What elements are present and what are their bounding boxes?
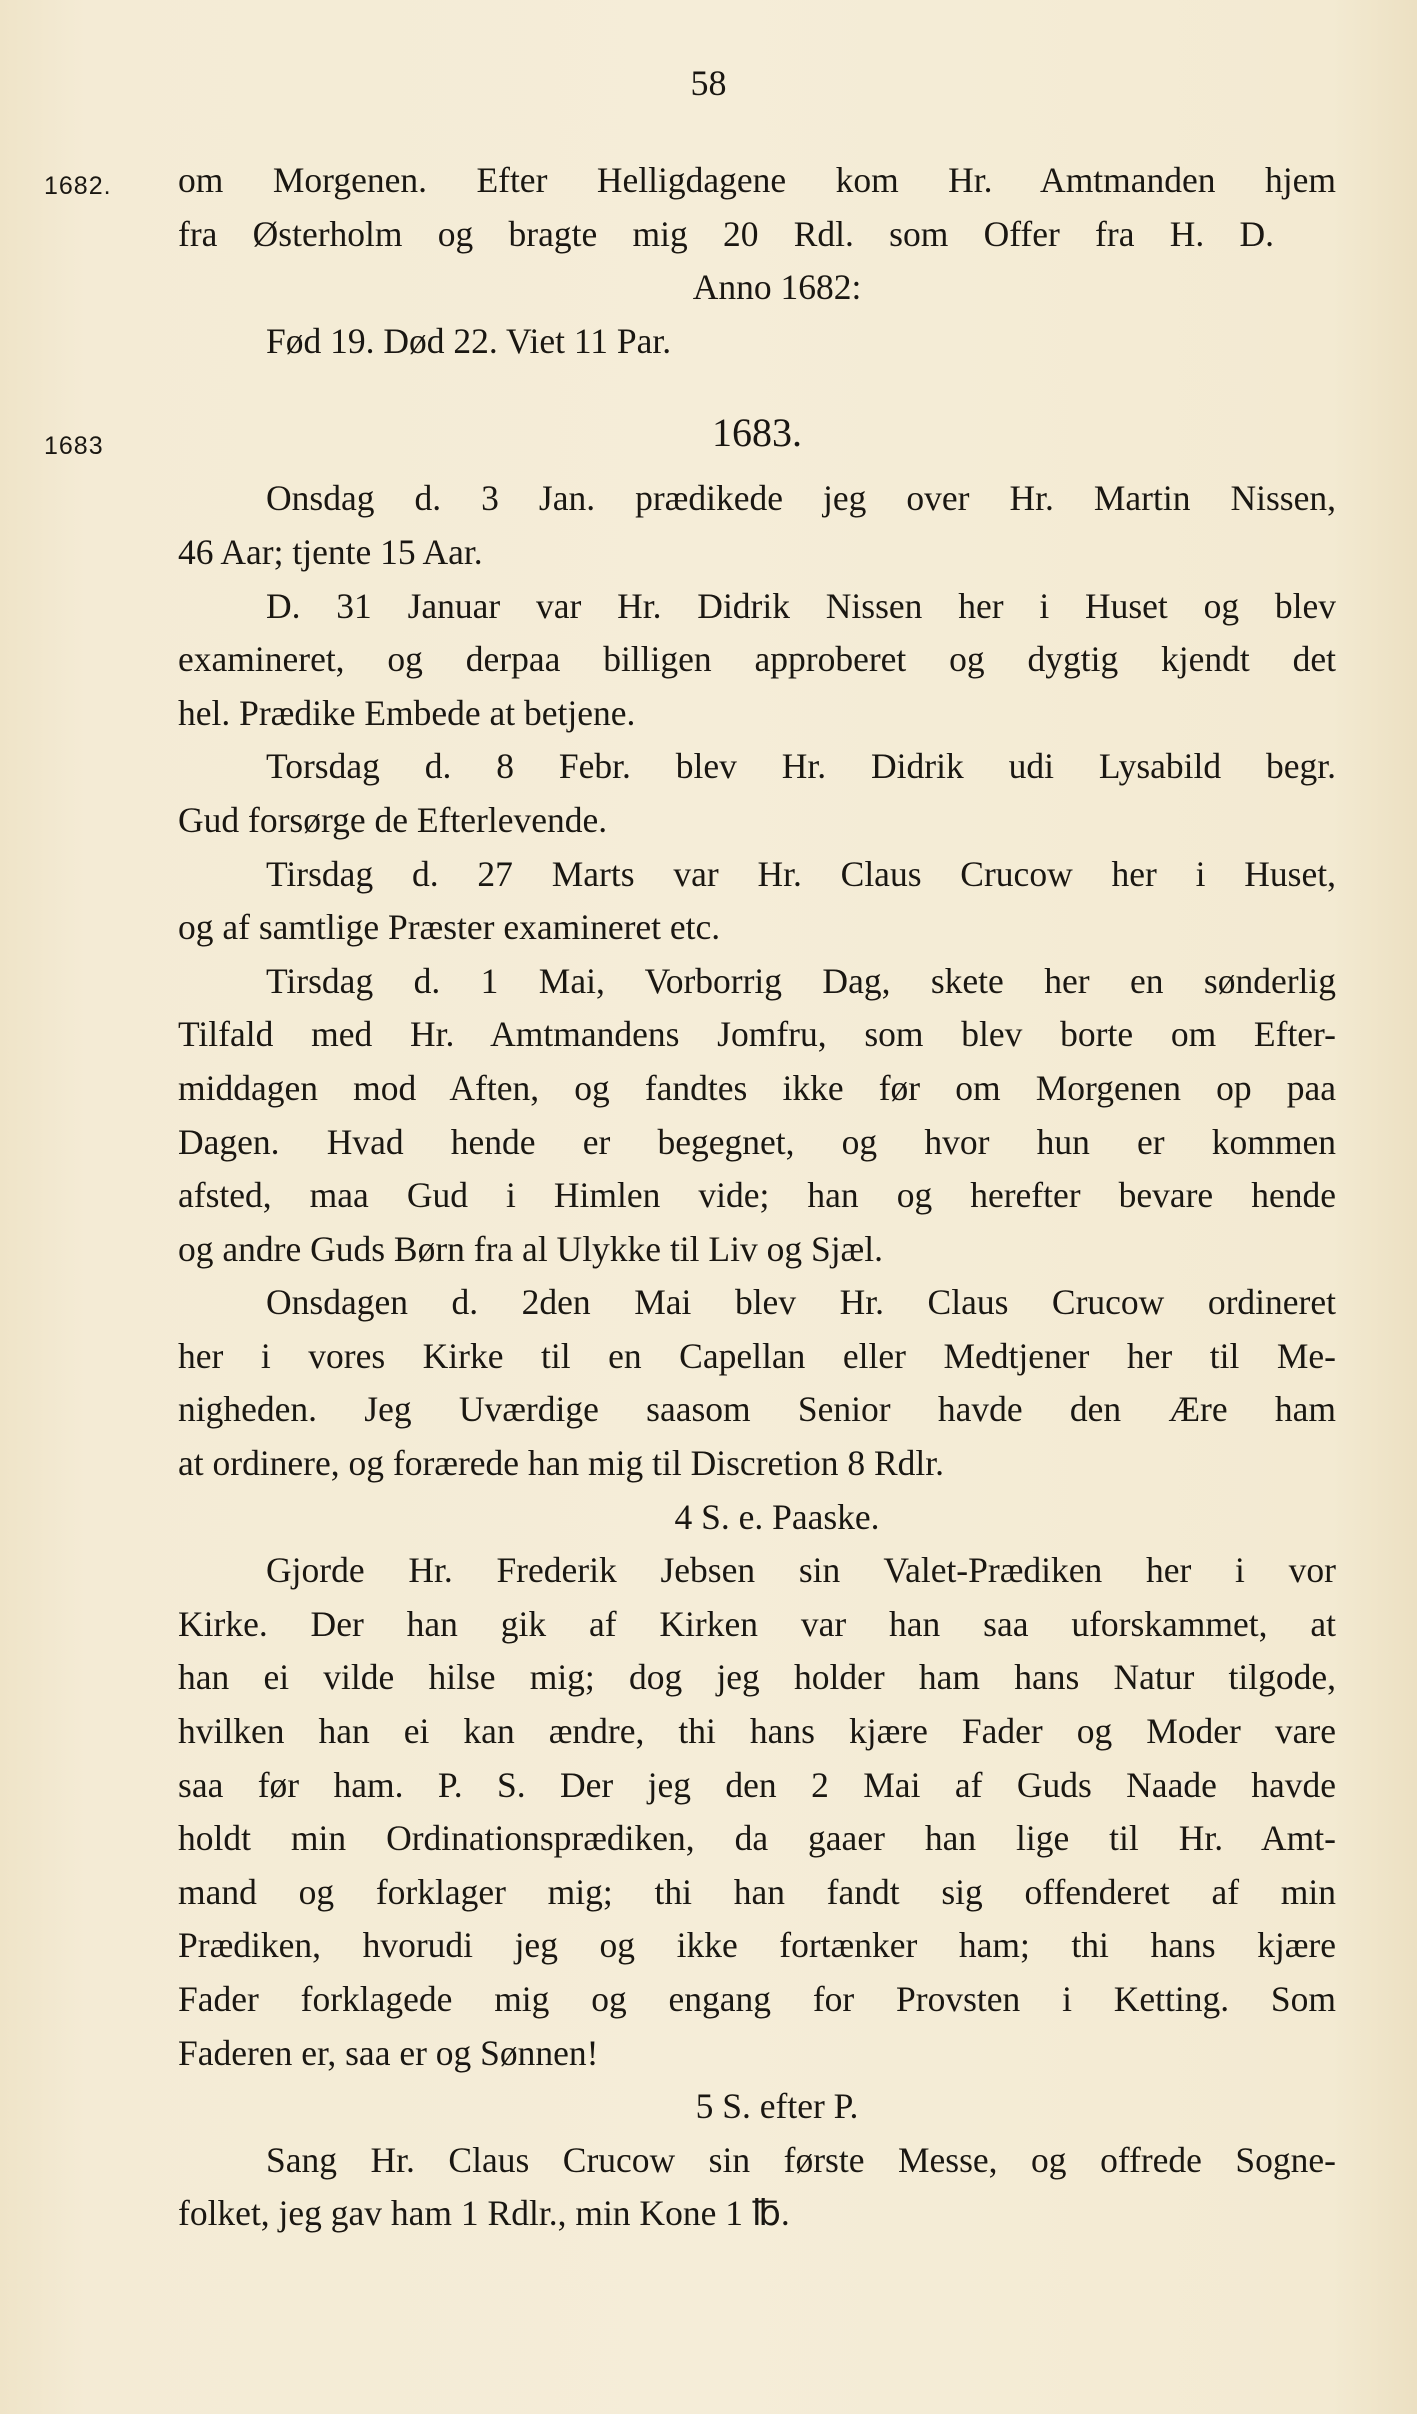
text-line: mand og forklager mig; thi han fandt sig offenderet af min: [178, 1871, 1336, 1912]
text-line: Gjorde Hr. Frederik Jebsen sin Valet-Prædiken her i vor: [266, 1550, 1336, 1591]
text-line: nigheden. Jeg Uværdige saasom Senior havde den Ære ham: [178, 1389, 1336, 1430]
text-line: Tirsdag d. 27 Marts var Hr. Claus Crucow her i Huset,: [266, 853, 1336, 894]
text-line: Tilfald med Hr. Amtmandens Jomfru, som blev borte om Efter-: [178, 1014, 1336, 1055]
text-line: Faderen er, saa er og Sønnen!: [178, 2032, 599, 2073]
text-line: Fød 19. Død 22. Viet 11 Par.: [266, 320, 672, 361]
text-line: og andre Guds Børn fra al Ulykke til Liv og Sjæl.: [178, 1228, 883, 1269]
margin-note-1682: 1682.: [44, 172, 112, 200]
year-heading: 1683.: [712, 410, 802, 456]
text-line: Dagen. Hvad hende er begegnet, og hvor hun er kommen: [178, 1121, 1336, 1162]
text-line: om Morgenen. Efter Helligdagene kom Hr. Amtmanden hjem: [178, 160, 1336, 200]
text-line: hvilken han ei kan ændre, thi hans kjære Fader og Moder vare: [178, 1711, 1336, 1752]
text-line: folket, jeg gav ham 1 Rdlr., min Kone 1 ℔.: [178, 2193, 790, 2234]
text-line: hel. Prædike Embede at betjene.: [178, 692, 636, 733]
text-line: Onsdagen d. 2den Mai blev Hr. Claus Crucow ordineret: [266, 1282, 1336, 1323]
text-line: holdt min Ordinationsprædiken, da gaaer han lige til Hr. Amt-: [178, 1818, 1336, 1859]
text-line: Torsdag d. 8 Febr. blev Hr. Didrik udi Lysabild begr.: [266, 746, 1336, 787]
text-line: Onsdag d. 3 Jan. prædikede jeg over Hr. Martin Nissen,: [266, 478, 1336, 519]
text-line: Kirke. Der han gik af Kirken var han saa uforskammet, at: [178, 1603, 1336, 1644]
text-line: saa før ham. P. S. Der jeg den 2 Mai af Guds Naade havde: [178, 1764, 1336, 1805]
text-line: examineret, og derpaa billigen approberet og dygtig kjendt det: [178, 639, 1336, 680]
text-line: Sang Hr. Claus Crucow sin første Messe, og offrede Sogne-: [266, 2139, 1336, 2180]
section-heading: 4 S. e. Paaske.: [674, 1496, 880, 1537]
section-heading: 5 S. efter P.: [695, 2086, 859, 2127]
text-line: afsted, maa Gud i Himlen vide; han og herefter bevare hende: [178, 1175, 1336, 1216]
section-heading: Anno 1682:: [692, 267, 862, 308]
page-number: 58: [690, 63, 727, 103]
text-line: her i vores Kirke til en Capellan eller Medtjener her til Me-: [178, 1335, 1336, 1376]
text-line: Fader forklagede mig og engang for Provsten i Ketting. Som: [178, 1979, 1336, 2019]
text-line: 46 Aar; tjente 15 Aar.: [178, 531, 483, 572]
text-line: og af samtlige Præster examineret etc.: [178, 907, 721, 948]
body-text: [178, 154, 1336, 2241]
text-line: Gud forsørge de Efterlevende.: [178, 799, 608, 840]
text-line: D. 31 Januar var Hr. Didrik Nissen her i Huset og blev: [266, 585, 1336, 626]
text-line: fra Østerholm og bragte mig 20 Rdl. som Offer fra H. D.: [178, 213, 1274, 254]
text-line: at ordinere, og forærede han mig til Discretion 8 Rdlr.: [178, 1443, 945, 1484]
text-line: han ei vilde hilse mig; dog jeg holder ham hans Natur tilgode,: [178, 1657, 1336, 1698]
text-line: Tirsdag d. 1 Mai, Vorborrig Dag, skete her en sønderlig: [266, 960, 1336, 1001]
text-line: middagen mod Aften, og fandtes ikke før om Morgenen op paa: [178, 1067, 1336, 1108]
margin-note-1683: 1683: [44, 432, 104, 460]
text-line: Prædiken, hvorudi jeg og ikke fortænker ham; thi hans kjære: [178, 1925, 1336, 1966]
